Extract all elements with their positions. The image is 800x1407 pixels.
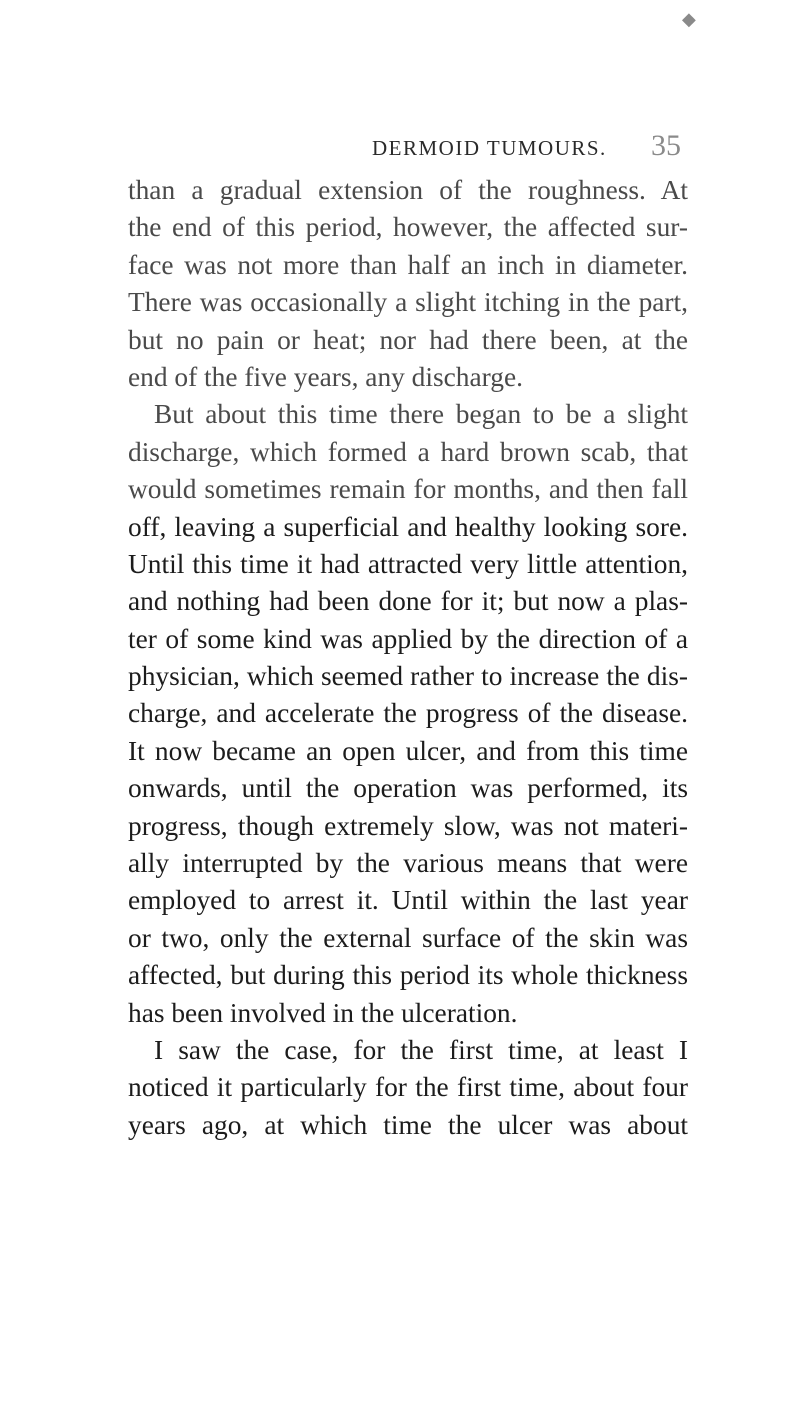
page-number: 35 <box>651 129 681 162</box>
text-line: noticed it particularly for the first time, about four <box>128 1072 688 1103</box>
text-line: physician, which seemed rather to increase the dis- <box>128 661 688 692</box>
text-line: progress, though extremely slow, was not materi- <box>128 810 688 841</box>
text-line: charge, and accelerate the progress of the disease. <box>128 698 688 729</box>
text-line: the end of this period, however, the affected sur- <box>128 212 688 243</box>
body-text <box>128 172 688 1144</box>
text-line: face was not more than half an inch in diameter. <box>128 249 688 280</box>
text-line: There was occasionally a slight itching in the part, <box>128 287 688 318</box>
text-line: onwards, until the operation was performed, its <box>128 773 688 804</box>
running-head: DERMOID TUMOURS. <box>372 136 607 160</box>
text-line: It now became an open ulcer, and from this time <box>128 735 688 766</box>
text-line: employed to arrest it. Until within the last year <box>128 885 688 916</box>
text-line: Until this time it had attracted very little attention, <box>128 548 688 579</box>
text-line: has been involved in the ulceration. <box>128 997 518 1028</box>
text-line: I saw the case, for the first time, at least I <box>154 1034 688 1065</box>
text-line: But about this time there began to be a slight <box>154 399 688 430</box>
text-line: discharge, which formed a hard brown scab, that <box>128 436 688 467</box>
text-line: and nothing had been done for it; but now a plas- <box>128 586 688 617</box>
text-line: ter of some kind was applied by the direction of a <box>128 623 688 654</box>
text-line: but no pain or heat; nor had there been, at the <box>128 324 688 355</box>
text-line: end of the five years, any discharge. <box>128 361 523 392</box>
corner-mark: ◆ <box>682 9 696 29</box>
text-line: or two, only the external surface of the skin was <box>128 922 688 953</box>
text-line: than a gradual extension of the roughness. At <box>128 175 688 205</box>
text-line: years ago, at which time the ulcer was about <box>128 1109 688 1140</box>
text-line: ally interrupted by the various means that were <box>128 848 688 879</box>
text-line: affected, but during this period its whole thickness <box>128 960 688 991</box>
text-line: would sometimes remain for months, and then fall <box>128 474 688 505</box>
text-line: off, leaving a superficial and healthy looking sore. <box>128 511 688 542</box>
